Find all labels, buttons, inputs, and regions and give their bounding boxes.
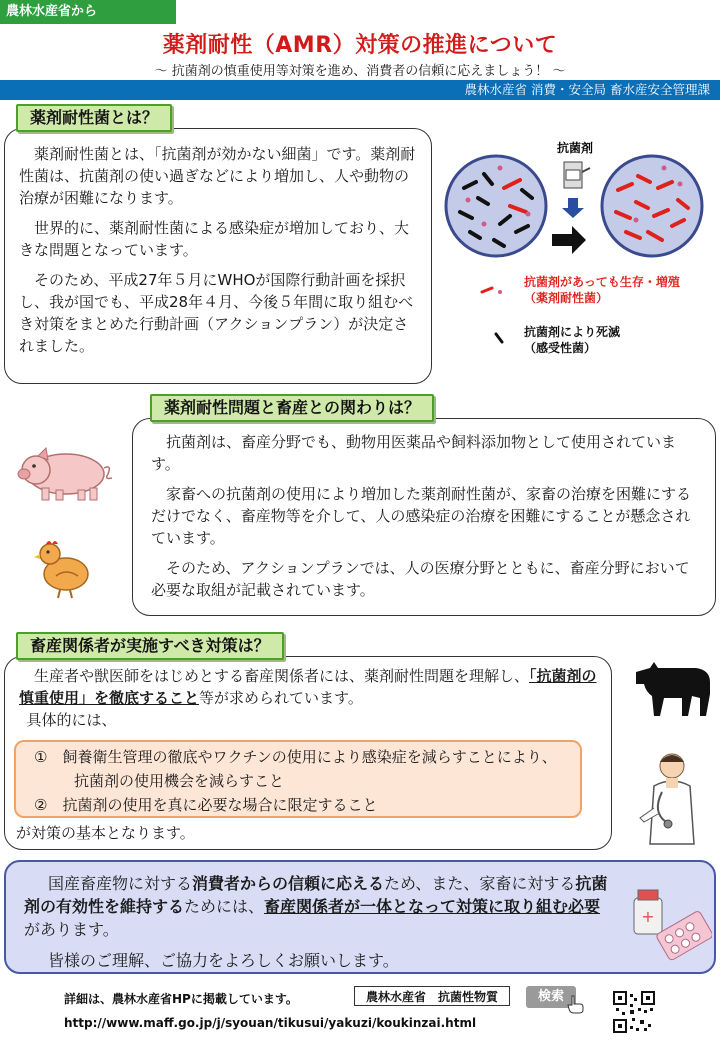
section2-paragraph: 家畜への抗菌剤の使用により増加した薬剤耐性菌が、家畜の治療を困難にするだけでなく、畜産物等を介して、人の感染症の治療を困難にすることが懸念されています。: [151, 485, 692, 547]
page-title: 薬剤耐性（AMR）対策の推進について: [162, 33, 558, 58]
section1-paragraph: 薬剤耐性菌とは、「抗菌剤が効かない細菌」です。薬剤耐性菌は、抗菌剤の使い過ぎなどにより増加し、人や動物の治療が困難になります。: [19, 145, 416, 207]
qr-code: [612, 990, 656, 1034]
medicine-bottle-icon: [564, 162, 590, 188]
intro-emphasis: 「抗菌剤の慎重使用」を徹底すること: [19, 667, 597, 707]
legend-resistant-line1: 抗菌剤があっても生存・増殖: [524, 275, 680, 289]
callout-emphasis: 畜産関係者が一体となって対策に取り組む必要: [264, 897, 601, 916]
callout-closing: 皆様のご理解、ご協力をよろしくお願いします。: [48, 951, 399, 970]
measure-number: ①: [34, 748, 48, 766]
section3-intro: [19, 665, 599, 709]
footer-detail: 詳細は、農林水産省HPに掲載しています。: [64, 992, 298, 1006]
ministry-banner: 農林水産省から: [0, 0, 176, 24]
section1-paragraph: 世界的に、薬剤耐性菌による感染症が増加しており、大きな問題となっています。: [19, 219, 410, 259]
section1-paragraph: そのため、平成27年５月にWHOが国際行動計画を採択し、我が国でも、平成28年４月、今後５年間に取り組むべき対策をまとめた行動計画（アクションプラン）が決定されました。: [19, 271, 414, 355]
section2-box: [132, 418, 716, 616]
callout-paragraph: [24, 872, 614, 941]
down-arrow-icon: [562, 198, 584, 218]
measure-item: [26, 793, 570, 817]
section3-footer: が対策の基本となります。: [16, 824, 195, 842]
callout-text: 国産畜産物に対する: [48, 874, 193, 893]
section2-heading: 薬剤耐性問題と畜産との関わりは？: [150, 394, 434, 422]
callout-text: ため、また、家畜に対する: [384, 874, 576, 893]
cow-illustration: [630, 656, 716, 720]
medicine-illustration: [630, 884, 712, 964]
callout-text: ためには、: [184, 897, 265, 916]
department-bar: 農林水産省 消費・安全局 畜水産安全管理課: [0, 80, 720, 100]
appeal-callout: [4, 860, 716, 974]
legend-susceptible-line2: （感受性菌）: [524, 341, 597, 355]
intro-text: 生産者や獣医師をはじめとする畜産関係者には、薬剤耐性問題を理解し、: [34, 667, 530, 685]
svg-text:+: +: [641, 907, 655, 926]
section3-heading: 畜産関係者が実施すべき対策は？: [16, 632, 284, 660]
legend-susceptible: [496, 324, 621, 355]
section1-box: [4, 128, 432, 384]
legend-susceptible-line1: 抗菌剤により死滅: [524, 325, 621, 339]
measure-item: [26, 745, 570, 793]
intro-text-after: 等が求められています。: [199, 689, 363, 707]
page-subtitle: ～ 抗菌剤の慎重使用等対策を進め、消費者の信頼に応えましょう！ ～: [154, 64, 566, 79]
search-button[interactable]: 検索: [526, 986, 576, 1008]
section2-paragraph: そのため、アクションプランでは、人の医療分野とともに、畜産分野において必要な取組が記載されています。: [151, 559, 690, 599]
measures-box: [14, 740, 582, 818]
callout-strong: 消費者からの信頼に応える: [192, 874, 385, 893]
cursor-hand-icon: [566, 994, 586, 1014]
drug-label: 抗菌剤: [557, 141, 594, 155]
specifically-label: 具体的には、: [26, 711, 117, 729]
right-arrow-icon: [552, 226, 586, 254]
legend-resistant: [482, 274, 680, 305]
search-keyword-box[interactable]: 農林水産省 抗菌性物質: [354, 986, 510, 1006]
measure-text: 飼養衛生管理の徹底やワクチンの使用により感染症を減らすことにより、抗菌剤の使用機会を減らすこと: [62, 748, 557, 790]
veterinarian-illustration: [632, 748, 712, 852]
callout-strong: 抗菌剤の有効性を維持する: [24, 874, 608, 916]
legend-resistant-line2: （薬剤耐性菌）: [524, 291, 609, 305]
measure-text: 抗菌剤の使用を真に必要な場合に限定すること: [62, 796, 378, 814]
section2-paragraph: 抗菌剤は、畜産分野でも、動物用医薬品や飼料添加物として使用されています。: [151, 433, 677, 473]
pig-illustration: [8, 440, 120, 506]
callout-text: があります。: [24, 920, 119, 939]
bacteria-diagram: [440, 128, 720, 378]
measure-number: ②: [34, 796, 48, 814]
chicken-illustration: [32, 536, 92, 600]
section1-heading: 薬剤耐性菌とは？: [16, 104, 172, 132]
footer-url-link[interactable]: http://www.maff.go.jp/j/syouan/tikusui/yakuzi/koukinzai.html: [64, 1016, 477, 1030]
